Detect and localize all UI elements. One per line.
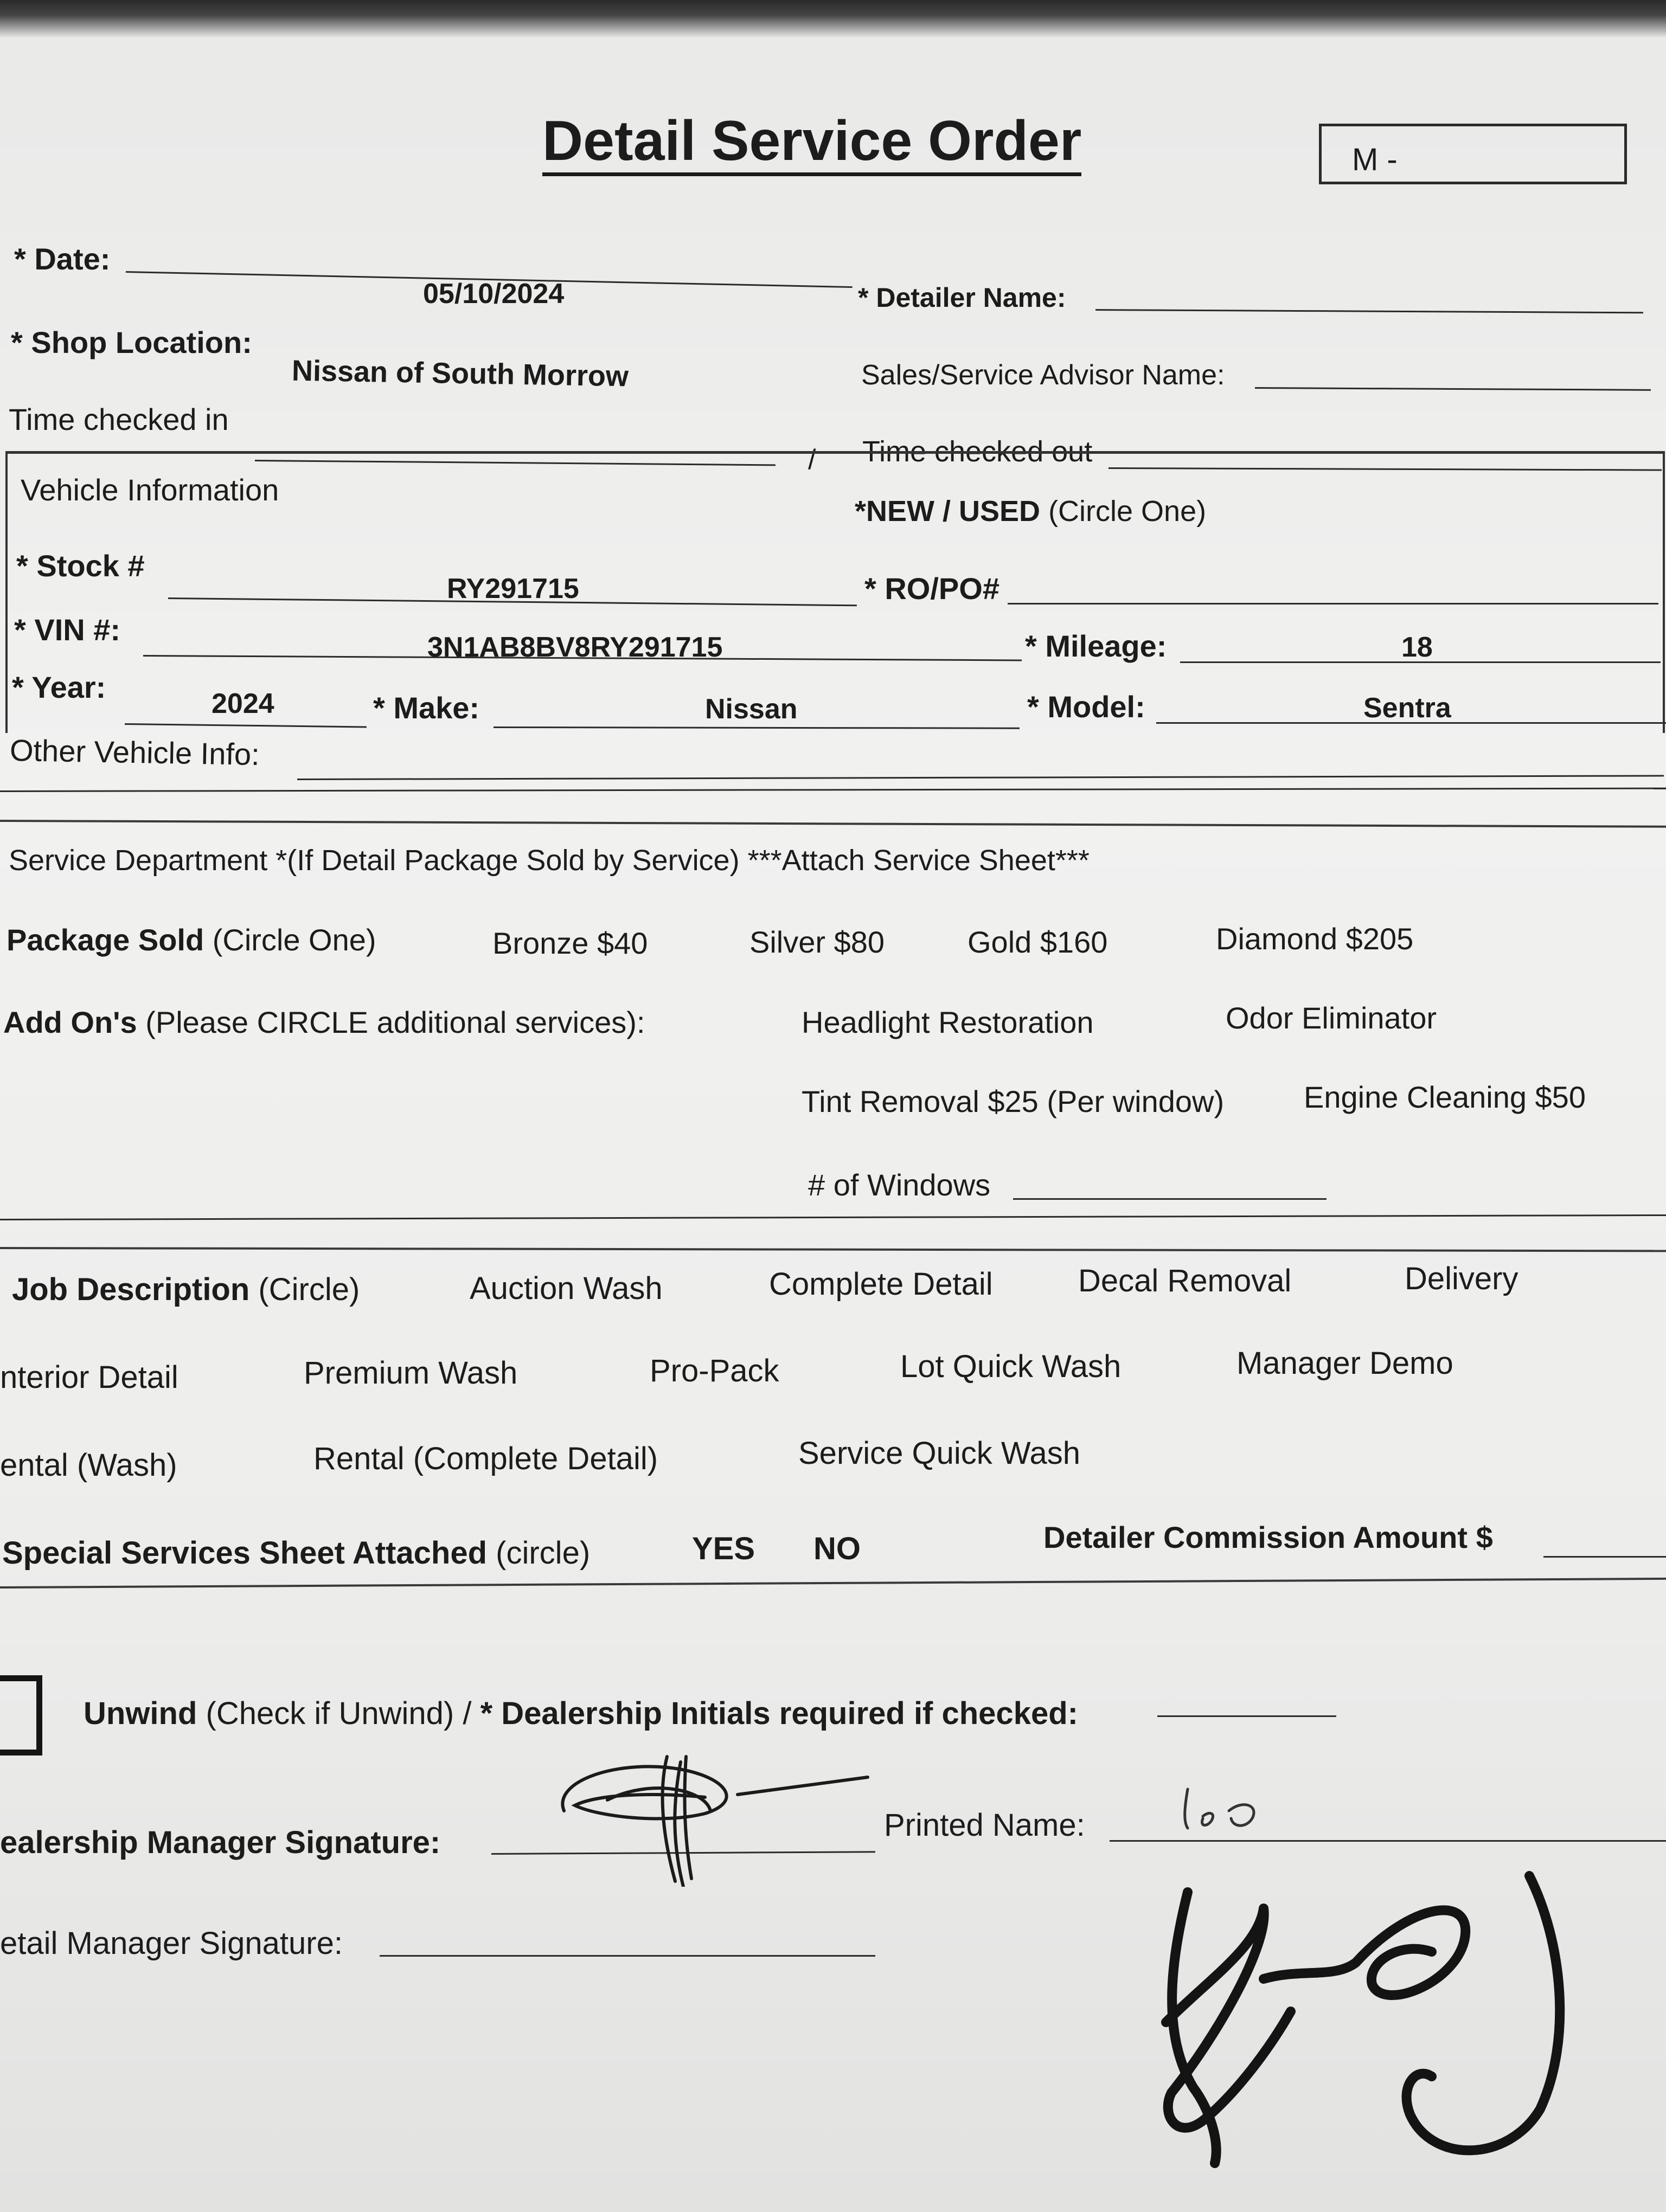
job-delivery[interactable]: Delivery: [1405, 1261, 1518, 1296]
add-ons-title: Add On's: [3, 1005, 137, 1039]
model-label: * Model:: [1027, 690, 1145, 724]
shop-location-label: * Shop Location:: [11, 325, 252, 359]
vin-label: * VIN #:: [14, 613, 121, 647]
ro-po-field[interactable]: [1008, 603, 1658, 605]
time-separator: /: [808, 444, 816, 475]
job-description-note: (Circle): [258, 1272, 360, 1307]
divider: [0, 788, 1666, 792]
mileage-label: * Mileage:: [1025, 629, 1167, 663]
package-gold[interactable]: Gold $160: [967, 925, 1108, 959]
make-label: * Make:: [373, 691, 480, 725]
dealership-manager-signature: [542, 1724, 889, 1887]
package-silver[interactable]: Silver $80: [749, 925, 885, 959]
job-complete-detail[interactable]: Complete Detail: [769, 1266, 993, 1302]
windows-count-label: # of Windows: [808, 1168, 991, 1202]
time-checked-out-label: Time checked out: [862, 435, 1093, 468]
printed-name-value[interactable]: [1177, 1778, 1291, 1838]
addon-odor-eliminator[interactable]: Odor Eliminator: [1226, 1001, 1437, 1035]
detail-manager-signature-label: etail Manager Signature:: [0, 1926, 343, 1961]
printed-name-label: Printed Name:: [884, 1808, 1085, 1843]
order-number-box[interactable]: [1319, 124, 1627, 184]
job-decal-removal[interactable]: Decal Removal: [1078, 1263, 1292, 1298]
mileage-value[interactable]: 18: [1401, 632, 1433, 663]
commission-field[interactable]: [1543, 1556, 1666, 1558]
time-checked-in-label: Time checked in: [9, 402, 229, 436]
unwind-note: (Check if Unwind) /: [206, 1696, 472, 1731]
stock-label: * Stock #: [16, 549, 145, 583]
date-value[interactable]: 05/10/2024: [423, 278, 565, 310]
job-service-quick-wash[interactable]: Service Quick Wash: [798, 1436, 1080, 1471]
vin-value[interactable]: 3N1AB8BV8RY291715: [427, 632, 723, 663]
new-used-options: *NEW / USED: [855, 495, 1041, 528]
job-lot-quick-wash[interactable]: Lot Quick Wash: [900, 1349, 1122, 1384]
section-divider: [0, 1578, 1666, 1589]
package-diamond[interactable]: Diamond $205: [1216, 922, 1414, 956]
addon-engine-cleaning[interactable]: Engine Cleaning $50: [1304, 1080, 1586, 1114]
top-shadow: [0, 0, 1666, 38]
advisor-name-field[interactable]: [1255, 387, 1651, 391]
add-ons-label: [3, 1007, 645, 1038]
package-sold-title: Package Sold: [7, 923, 204, 957]
detail-manager-signature-field[interactable]: [380, 1955, 875, 1957]
special-services-no[interactable]: NO: [813, 1531, 861, 1566]
vehicle-info-title: Vehicle Information: [21, 473, 279, 507]
job-interior-detail[interactable]: nterior Detail: [0, 1360, 178, 1395]
dealership-initials-field[interactable]: [1157, 1715, 1336, 1717]
section-divider: [0, 820, 1666, 828]
job-rental-complete-detail[interactable]: Rental (Complete Detail): [313, 1441, 658, 1476]
special-services-title: Special Services Sheet Attached: [2, 1535, 488, 1571]
service-department-header: Service Department *(If Detail Package Sold by Service) ***Attach Service Sheet***: [9, 844, 1090, 877]
package-sold-label: [7, 925, 376, 955]
make-value[interactable]: Nissan: [705, 693, 798, 725]
job-premium-wash[interactable]: Premium Wash: [304, 1355, 518, 1391]
special-services-label: [2, 1535, 591, 1571]
add-ons-note: (Please CIRCLE additional services):: [145, 1005, 645, 1039]
shop-location-value[interactable]: Nissan of South Morrow: [291, 354, 629, 393]
detailer-name-label: * Detailer Name:: [858, 282, 1066, 313]
special-services-note: (circle): [496, 1535, 591, 1571]
job-rental-wash[interactable]: ental (Wash): [0, 1448, 177, 1483]
new-used-selector[interactable]: [855, 497, 1206, 526]
windows-count-field[interactable]: [1013, 1198, 1327, 1200]
job-manager-demo[interactable]: Manager Demo: [1236, 1346, 1453, 1381]
detailer-name-field[interactable]: [1095, 309, 1643, 313]
printed-name-underline: [1110, 1840, 1666, 1842]
ro-po-label: * RO/PO#: [864, 571, 999, 606]
unwind-title: Unwind: [84, 1696, 197, 1731]
year-label: * Year:: [12, 670, 106, 704]
job-description-title: Job Description: [12, 1272, 250, 1307]
dealership-manager-signature-label: ealership Manager Signature:: [0, 1825, 441, 1860]
section-divider: [0, 1247, 1666, 1252]
special-services-yes[interactable]: YES: [692, 1531, 755, 1566]
model-value[interactable]: Sentra: [1363, 692, 1451, 724]
new-used-note: (Circle One): [1048, 495, 1207, 528]
page-title: Detail Service Order: [542, 113, 1081, 176]
commission-label: Detailer Commission Amount $: [1043, 1520, 1493, 1554]
package-bronze[interactable]: Bronze $40: [492, 926, 648, 960]
year-value[interactable]: 2024: [212, 688, 274, 719]
advisor-name-label: Sales/Service Advisor Name:: [861, 359, 1225, 391]
dealership-initials-label: * Dealership Initials required if checked:: [480, 1696, 1078, 1731]
stock-value[interactable]: RY291715: [447, 573, 579, 605]
job-auction-wash[interactable]: Auction Wash: [470, 1271, 663, 1306]
order-number-prefix: M -: [1352, 142, 1398, 177]
addon-tint-removal[interactable]: Tint Removal $25 (Per window): [802, 1084, 1225, 1118]
package-sold-note: (Circle One): [212, 923, 376, 957]
job-description-label: [12, 1274, 360, 1306]
addon-headlight-restoration[interactable]: Headlight Restoration: [802, 1005, 1094, 1039]
job-pro-pack[interactable]: Pro-Pack: [650, 1353, 779, 1388]
other-vehicle-info-field[interactable]: [297, 775, 1664, 780]
unwind-checkbox[interactable]: [0, 1675, 42, 1756]
detail-manager-signature: [1128, 1860, 1594, 2185]
date-label: * Date:: [14, 242, 111, 276]
divider: [0, 1214, 1666, 1220]
other-vehicle-info-label: Other Vehicle Info:: [9, 732, 260, 772]
